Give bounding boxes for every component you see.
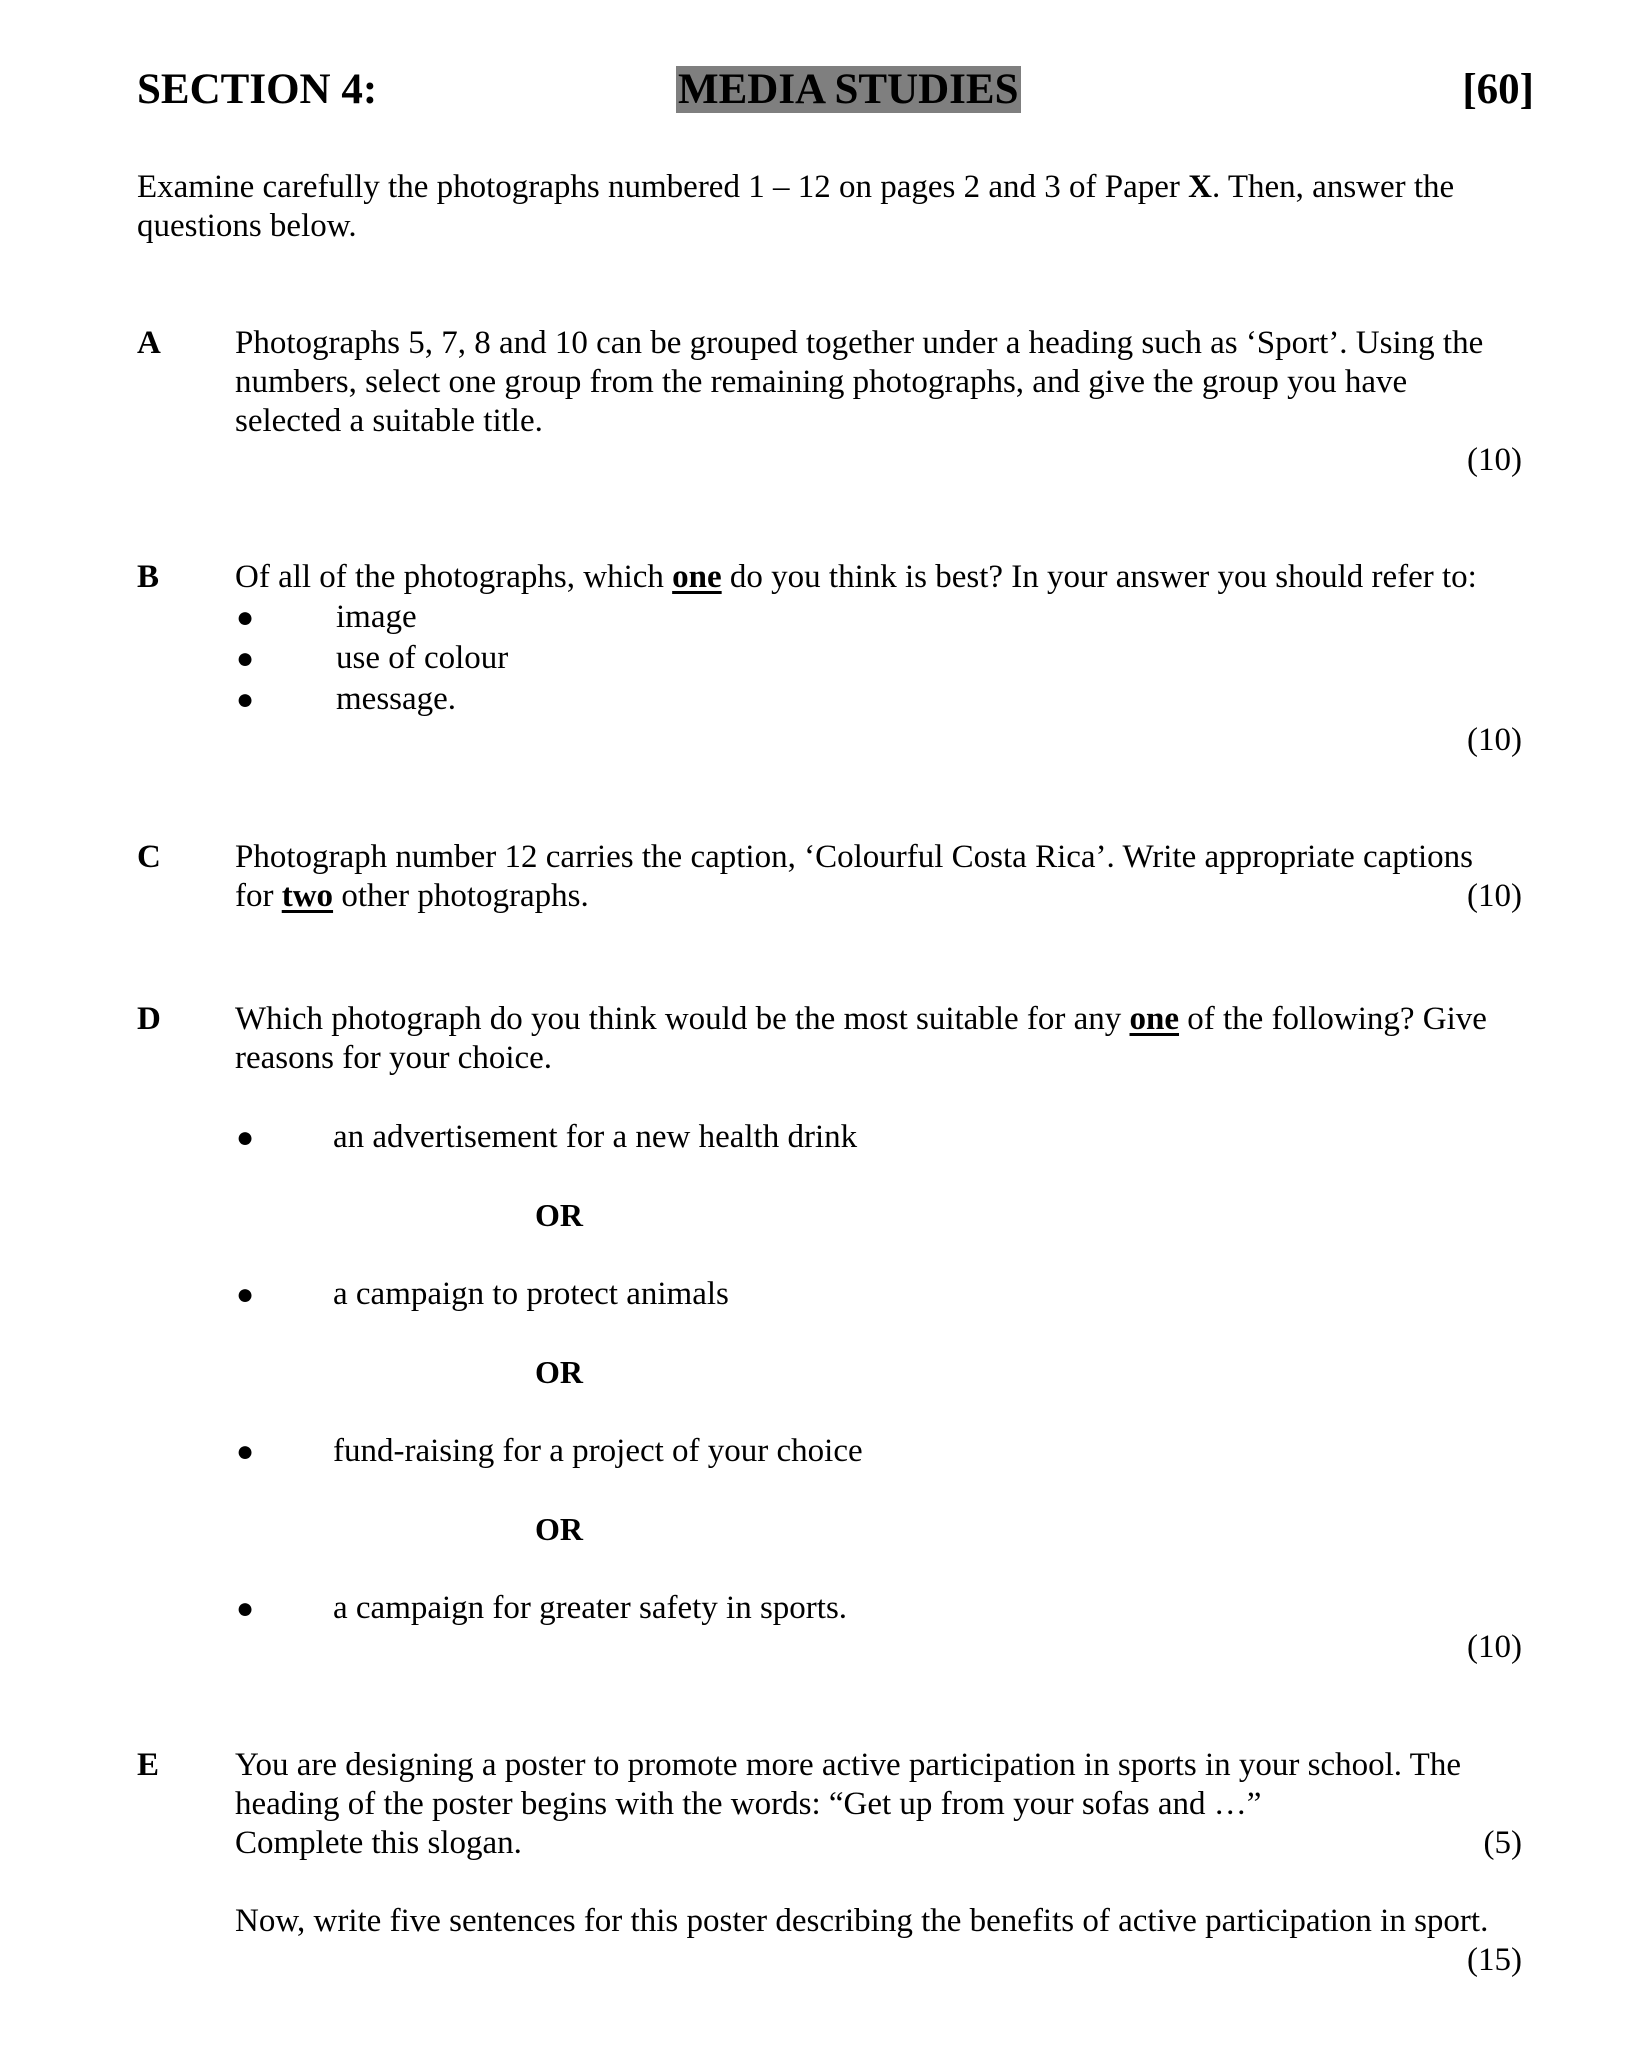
question-b-emphasis: one [672,559,722,595]
question-e-line-1: You are designing a poster to promote more active participation in sports in your school. The [235,1747,1461,1783]
intro-text-end: . Then, answer the [1211,169,1455,205]
total-marks: [60] [1462,66,1534,113]
question-e-marks-1: (5) [1483,1825,1522,1861]
intro-line-1 [137,168,1454,207]
paper-label: X [1188,169,1212,205]
question-c-line-1: Photograph number 12 carries the caption, ‘Colourful Costa Rica’. Write appropriate captions [235,839,1473,875]
question-e-letter: E [137,1747,160,1783]
question-b-text-start: Of all of the photographs, which [235,559,673,595]
question-e-line-4: Now, write five sentences for this poster describing the benefits of active participation in sport. [235,1903,1489,1939]
question-a-letter: A [137,325,161,361]
question-b-marks: (10) [1467,722,1522,758]
question-b-bullet-2: use of colour [336,640,509,676]
or-label: OR [535,1354,583,1390]
bullet-icon: ● [236,1121,255,1154]
bullet-icon: ● [236,601,255,634]
question-c-letter: C [137,839,161,875]
bullet-icon: ● [236,1278,255,1311]
question-d-emphasis: one [1129,1001,1180,1037]
question-a-line-3: selected a suitable title. [235,403,543,439]
section-label: SECTION 4: [137,66,378,113]
question-d-text-start: Which photograph do you think would be the most suitable for any [235,1001,1130,1037]
question-a-marks: (10) [1467,442,1522,478]
section-title [676,64,1021,116]
question-d-marks: (10) [1467,1629,1522,1665]
question-d-line-1 [235,1000,1487,1039]
question-d-option-2: a campaign to protect animals [333,1276,729,1312]
question-b-bullet-1: image [336,599,417,635]
question-d-option-1: an advertisement for a new health drink [333,1119,858,1155]
question-c-emphasis: two [281,878,334,914]
question-b-letter: B [137,559,160,595]
question-d-option-3: fund-raising for a project of your choice [333,1433,863,1469]
intro-text-start: Examine carefully the photographs numbered 1 – 12 on pages 2 and 3 of Paper [137,169,1189,205]
question-e-line-2: heading of the poster begins with the words: “Get up from your sofas and …” [235,1786,1262,1822]
question-c-line-2 [235,877,589,916]
question-a-line-2: numbers, select one group from the remaining photographs, and give the group you have [235,364,1408,400]
intro-line-2: questions below. [137,208,357,244]
question-a-line-1: Photographs 5, 7, 8 and 10 can be grouped together under a heading such as ‘Sport’. Using the [235,325,1484,361]
question-d-line-2: reasons for your choice. [235,1040,553,1076]
question-b-text-end: do you think is best? In your answer you should refer to: [721,559,1477,595]
question-e-marks-2: (15) [1467,1942,1522,1978]
question-c-text-start: for [235,878,282,914]
question-d-text-end: of the following? Give [1179,1001,1487,1037]
section-title-text: MEDIA STUDIES [678,66,1019,113]
bullet-icon: ● [236,1592,255,1625]
question-d-letter: D [137,1001,161,1037]
question-c-marks: (10) [1467,878,1522,914]
bullet-icon: ● [236,1435,255,1468]
bullet-icon: ● [236,683,255,716]
question-b-bullet-3: message. [336,681,457,717]
or-label: OR [535,1511,583,1547]
question-b-line-1 [235,558,1477,597]
bullet-icon: ● [236,642,255,675]
question-e-line-3: Complete this slogan. [235,1825,522,1861]
question-d-option-4: a campaign for greater safety in sports. [333,1590,848,1626]
question-c-text-end: other photographs. [333,878,589,914]
or-label: OR [535,1197,583,1233]
